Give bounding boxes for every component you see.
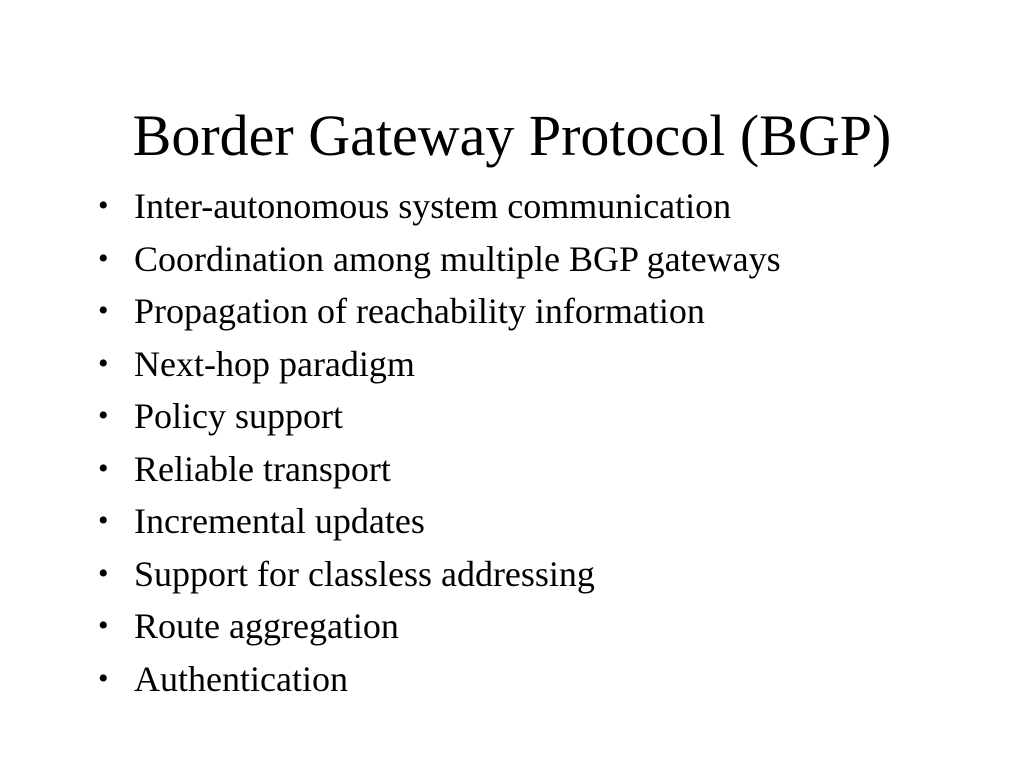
bullet-text: Support for classless addressing xyxy=(134,553,595,594)
bullet-text: Policy support xyxy=(134,396,344,436)
bullet-icon: • xyxy=(98,661,109,695)
bullet-text: Coordination among multiple BGP gateways xyxy=(134,238,781,279)
bullet-text: Route aggregation xyxy=(134,606,399,646)
bullet-icon: • xyxy=(98,451,109,485)
bullet-icon: • xyxy=(98,241,109,275)
bullet-text: Reliable transport xyxy=(134,448,391,489)
bullet-text: Next-hop paradigm xyxy=(134,343,415,384)
bullet-icon: • xyxy=(98,556,109,590)
bullet-text: Propagation of reachability information xyxy=(134,291,705,331)
bullet-icon: • xyxy=(98,189,109,222)
slide-title: Border Gateway Protocol (BGP) xyxy=(132,103,892,168)
bullet-text: Inter-autonomous system communication xyxy=(134,186,732,226)
bullet-icon: • xyxy=(98,294,109,327)
bullet-text: Incremental updates xyxy=(134,501,425,541)
bullet-icon: • xyxy=(98,346,109,380)
bullet-icon: • xyxy=(98,609,109,642)
bullet-text: Authentication xyxy=(134,658,348,699)
bullet-icon: • xyxy=(98,399,109,432)
bullet-icon: • xyxy=(98,504,109,537)
